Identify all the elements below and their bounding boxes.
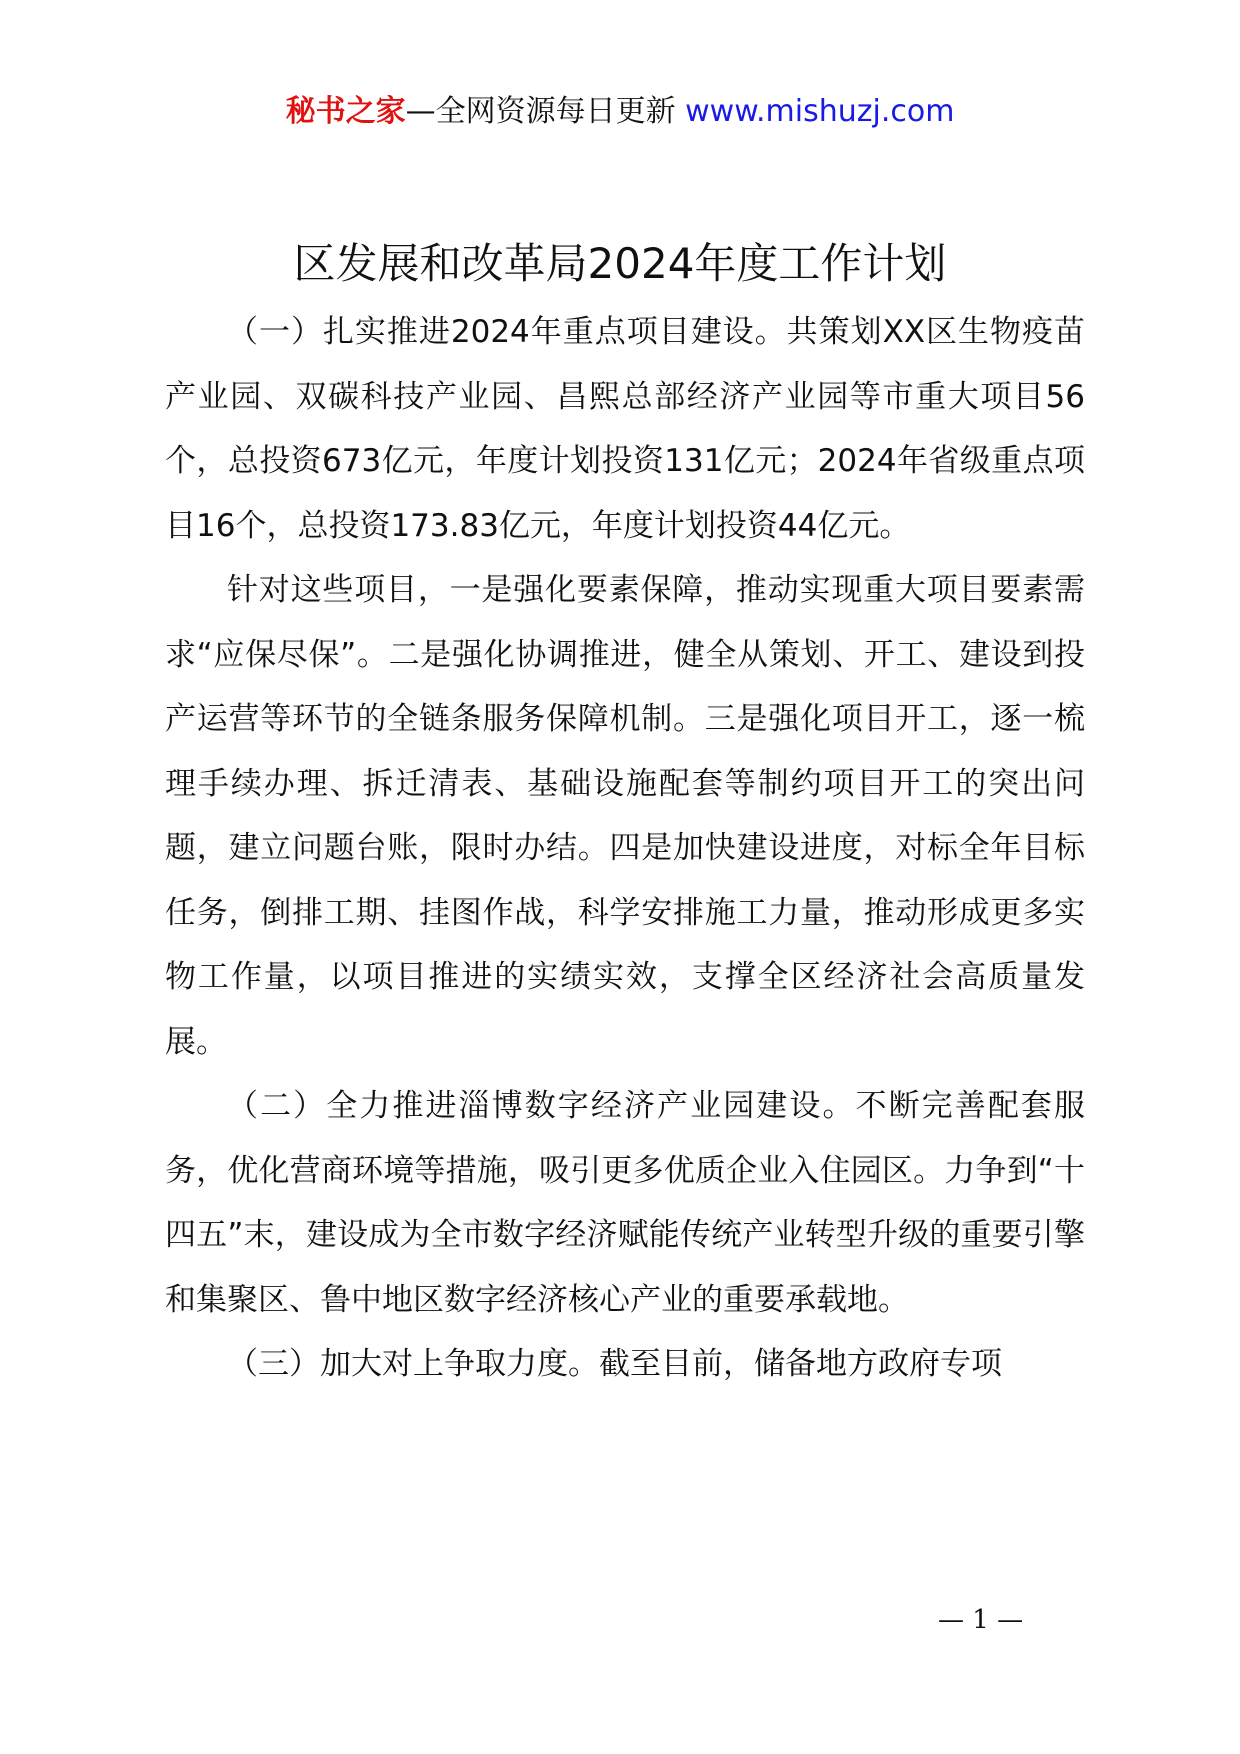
site-tagline: —全网资源每日更新 [405,94,676,129]
paragraph: （一）扎实推进2024年重点项目建设。共策划XX区生物疫苗产业园、双碳科技产业园、昌熙总部经济产业园等市重大项目56个，总投资673亿元，年度计划投资131亿元；2024年省级重点项目16个，总投资173.83亿元，年度计划投资44亿元。 [165,314,1085,544]
site-brand: 秘书之家 [285,94,406,129]
paragraph: （二）全力推进淄博数字经济产业园建设。不断完善配套服务，优化营商环境等措施，吸引更多优质企业入住园区。力争到“十四五”末，建设成为全市数字经济赋能传统产业转型升级的重要引擎和集聚区、鲁中地区数字经济核心产业的重要承载地。 [165,1088,1085,1318]
paragraph: （三）加大对上争取力度。截至目前，储备地方政府专项 [227,1346,1002,1382]
site-header [0,92,1240,132]
document-body [165,300,1085,1397]
document-title: 区发展和改革局2024年度工作计划 [293,239,947,288]
paragraph: 针对这些项目，一是强化要素保障，推动实现重大项目要素需求“应保尽保”。二是强化协调推进，健全从策划、开工、建设到投产运营等环节的全链条服务保障机制。三是强化项目开工，逐一梳理手续办理、拆迁清表、基础设施配套等制约项目开工的突出问题，建立问题台账，限时办结。四是加快建设进度，对标全年目标任务，倒排工期、挂图作战，科学安排施工力量，推动形成更多实物工作量，以项目推进的实绩实效，支撑全区经济社会高质量发展。 [165,572,1085,1060]
site-url-link[interactable]: www.mishuzj.com [685,94,955,129]
page-number: — 1 — [938,1605,1024,1635]
